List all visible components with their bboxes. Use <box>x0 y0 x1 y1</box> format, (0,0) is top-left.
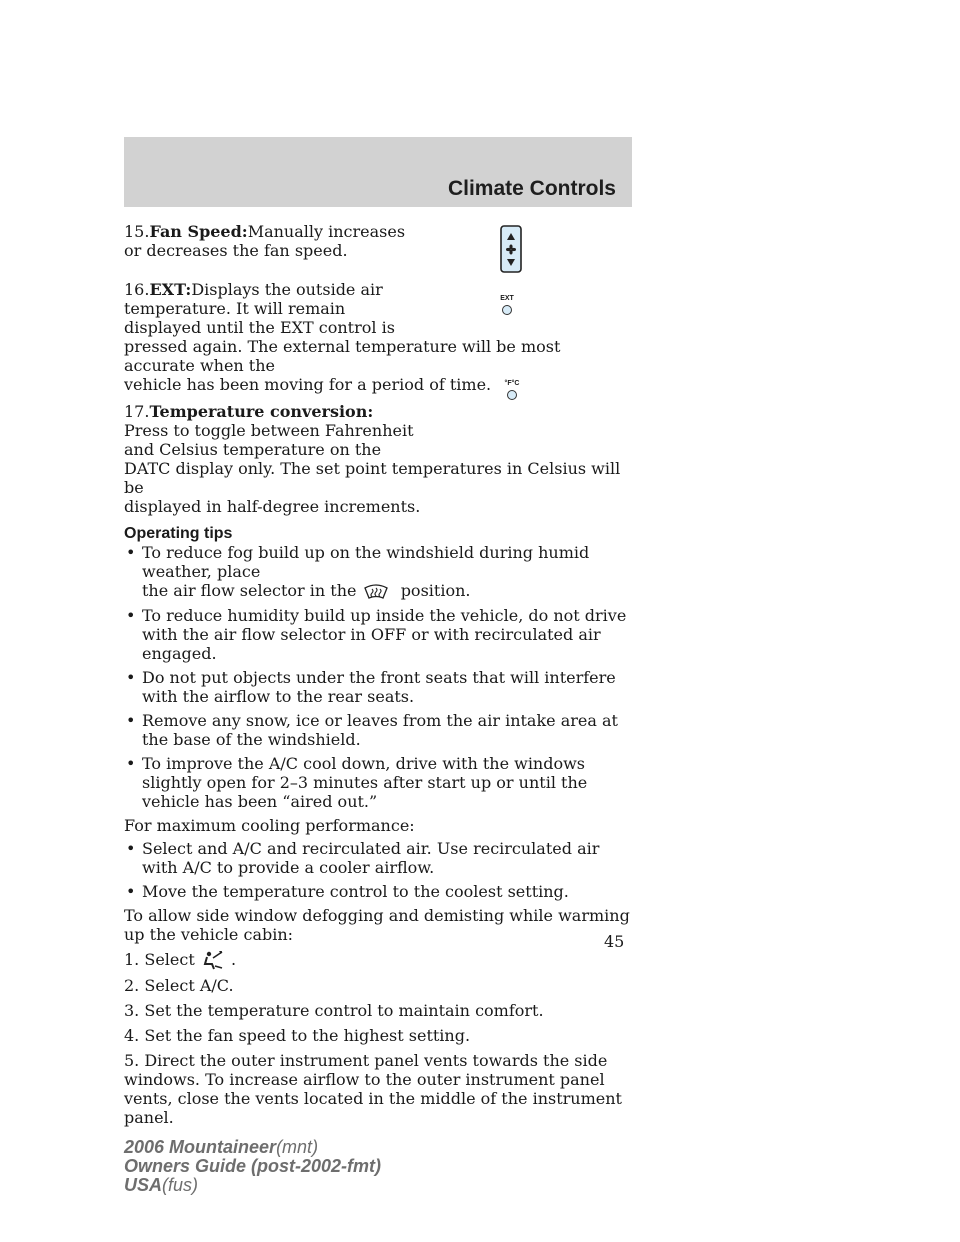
item-text: displayed in half-degree increments. <box>124 497 421 516</box>
item-number: 17. <box>124 402 150 421</box>
step-item: 4. Set the fan speed to the highest setting. <box>124 1026 471 1045</box>
item-text: or decreases the fan speed. <box>124 241 348 260</box>
max-cooling-intro: For maximum cooling performance: <box>124 815 415 835</box>
cooling-item: • Select and A/C and recirculated air. Use recirculated air with A/C to provide a cooler airflow. <box>124 839 634 877</box>
item-text: vehicle has been moving for a period of time. <box>124 375 492 394</box>
floor-defrost-mode-icon <box>200 950 226 970</box>
page-content <box>124 222 634 1133</box>
header-band <box>124 137 632 207</box>
step-item: 2. Select A/C. <box>124 976 234 995</box>
step-item: 5. Direct the outer instrument panel vents towards the side windows. To increase airflow to the outer instrument panel vents, close the vents located in the middle of the instrument panel. <box>124 1051 622 1127</box>
windshield-defrost-icon <box>362 583 390 601</box>
fc-icon-label: °F°C <box>504 380 520 387</box>
cooling-item: • Move the temperature control to the coolest setting. <box>124 882 634 901</box>
operating-tips-heading: Operating tips <box>124 525 233 542</box>
section-title: Climate Controls <box>447 177 616 200</box>
item-ext <box>124 280 634 394</box>
step-item: 1. Select . <box>124 949 237 969</box>
item-text: pressed again. The external temperature will be most accurate when the <box>124 337 561 375</box>
step-item: 3. Set the temperature control to maintain comfort. <box>124 1001 544 1020</box>
item-number: 15. <box>124 222 150 241</box>
page-number: 45 <box>604 932 625 951</box>
ext-icon-label: EXT <box>500 295 514 302</box>
item-label: EXT: <box>149 280 192 299</box>
footer: 2006 Mountaineer(mnt) Owners Guide (post-2002-fmt) USA(fus) <box>124 1137 382 1195</box>
tip-item: • To reduce fog build up on the windshield during humid weather, place the air flow selector in the position. <box>124 543 634 601</box>
tip-item: • Remove any snow, ice or leaves from the air intake area at the base of the windshield. <box>124 711 634 749</box>
item-text: Manually increases <box>247 222 406 241</box>
tip-item: • To reduce humidity build up inside the vehicle, do not drive with the air flow selector in OFF or with recirculated air engaged. <box>124 606 634 663</box>
item-text: temperature. It will remain <box>124 299 346 318</box>
tip-item: • To improve the A/C cool down, drive with the windows slightly open for 2–3 minutes after start up or until the vehicle has been “aired out.” <box>124 754 634 811</box>
item-text: displayed until the EXT control is <box>124 318 395 337</box>
item-label: Fan Speed: <box>149 222 248 241</box>
item-text: Displays the outside air <box>191 280 383 299</box>
tip-item: • Do not put objects under the front seats that will interfere with the airflow to the rear seats. <box>124 668 634 706</box>
item-temp-conversion <box>124 402 634 516</box>
item-text: DATC display only. The set point temperatures in Celsius will be <box>124 459 621 497</box>
side-window-intro: To allow side window defogging and demisting while warming up the vehicle cabin: <box>124 905 630 944</box>
item-text: Press to toggle between Fahrenheit <box>124 421 414 440</box>
item-fan-speed <box>124 222 634 260</box>
item-label: Temperature conversion: <box>149 402 374 421</box>
item-number: 16. <box>124 280 150 299</box>
item-text: and Celsius temperature on the <box>124 440 382 459</box>
